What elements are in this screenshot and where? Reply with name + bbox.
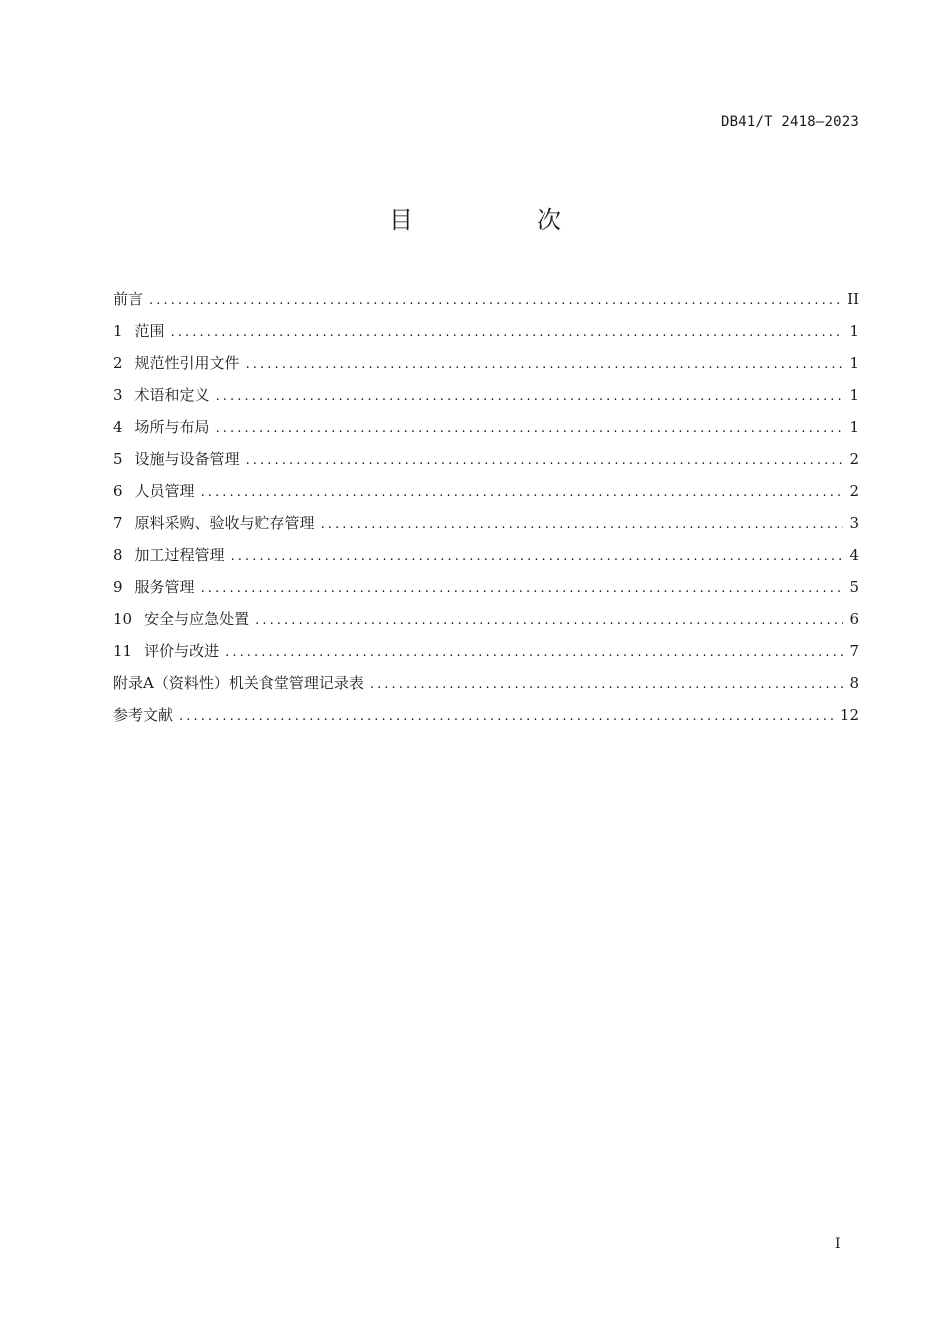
toc-dot-leader: [149, 293, 841, 308]
toc-entry-page: 8: [849, 674, 859, 692]
toc-dot-leader: [246, 453, 844, 468]
toc-entry-label: 加工过程管理: [134, 546, 225, 564]
toc-dot-leader: [201, 485, 844, 500]
toc-entry[interactable]: [113, 544, 859, 576]
toc-dot-leader: [370, 677, 844, 692]
toc-entry-page: 1: [849, 386, 859, 404]
toc-entry-page: 1: [849, 354, 859, 372]
toc-entry-page: 6: [849, 610, 859, 628]
toc-entry-number: 4: [113, 418, 123, 436]
page-title: 目 次: [389, 206, 611, 234]
toc-entry[interactable]: [113, 672, 859, 704]
toc-entry-label: 人员管理: [134, 482, 195, 500]
toc-entry-number: 5: [113, 450, 123, 468]
toc-dot-leader: [255, 613, 843, 628]
toc-entry-label: 术语和定义: [134, 386, 210, 404]
toc-entry-page: 1: [849, 322, 859, 340]
toc-dot-leader: [216, 389, 844, 404]
toc-entry[interactable]: [113, 576, 859, 608]
toc-entry-number: 8: [113, 546, 123, 564]
toc-entry-number: 11: [113, 642, 133, 660]
toc-entry-page: 1: [849, 418, 859, 436]
toc-entry-page: 7: [849, 642, 859, 660]
toc-entry[interactable]: [113, 352, 859, 384]
toc-dot-leader: [179, 709, 834, 724]
toc-entry-page: 4: [849, 546, 859, 564]
toc-dot-leader: [321, 517, 844, 532]
toc-entry-label: 场所与布局: [134, 418, 210, 436]
toc-entry-page: 5: [849, 578, 859, 596]
toc-entry[interactable]: [113, 704, 859, 736]
toc-entry-label: 前言: [113, 290, 144, 308]
toc-entry[interactable]: [113, 480, 859, 512]
toc-entry[interactable]: [113, 448, 859, 480]
toc-entry-number: 6: [113, 482, 123, 500]
toc-entry-page: 2: [849, 482, 859, 500]
table-of-contents: [113, 288, 859, 736]
toc-entry-number: 3: [113, 386, 123, 404]
page-number: I: [835, 1236, 841, 1252]
toc-entry[interactable]: [113, 320, 859, 352]
toc-entry-label: 服务管理: [134, 578, 195, 596]
toc-entry-number: 1: [113, 322, 123, 340]
toc-dot-leader: [216, 421, 844, 436]
toc-entry-number: 2: [113, 354, 123, 372]
toc-entry[interactable]: [113, 416, 859, 448]
toc-dot-leader: [171, 325, 844, 340]
toc-entry-page: 2: [849, 450, 859, 468]
toc-entry-label: 参考文献: [113, 706, 174, 724]
toc-dot-leader: [225, 645, 843, 660]
toc-entry[interactable]: [113, 288, 859, 320]
toc-entry-number: 9: [113, 578, 123, 596]
toc-entry-label: 设施与设备管理: [134, 450, 240, 468]
toc-dot-leader: [246, 357, 844, 372]
toc-entry-label: 规范性引用文件: [134, 354, 240, 372]
toc-entry-number: 7: [113, 514, 123, 532]
document-code: DB41/T 2418—2023: [720, 114, 859, 130]
toc-dot-leader: [231, 549, 844, 564]
toc-entry-page: 3: [849, 514, 859, 532]
toc-entry-page: 12: [839, 706, 859, 724]
toc-entry-label: 附录A（资料性）机关食堂管理记录表: [113, 674, 364, 692]
toc-dot-leader: [201, 581, 844, 596]
toc-entry[interactable]: [113, 512, 859, 544]
toc-entry-label: 范围: [134, 322, 165, 340]
toc-entry[interactable]: [113, 608, 859, 640]
toc-entry-label: 原料采购、验收与贮存管理: [134, 514, 315, 532]
toc-entry-label: 评价与改进: [144, 642, 220, 660]
toc-entry-label: 安全与应急处置: [144, 610, 250, 628]
toc-entry[interactable]: [113, 640, 859, 672]
toc-entry-page: II: [847, 290, 859, 308]
toc-entry[interactable]: [113, 384, 859, 416]
toc-entry-number: 10: [113, 610, 133, 628]
